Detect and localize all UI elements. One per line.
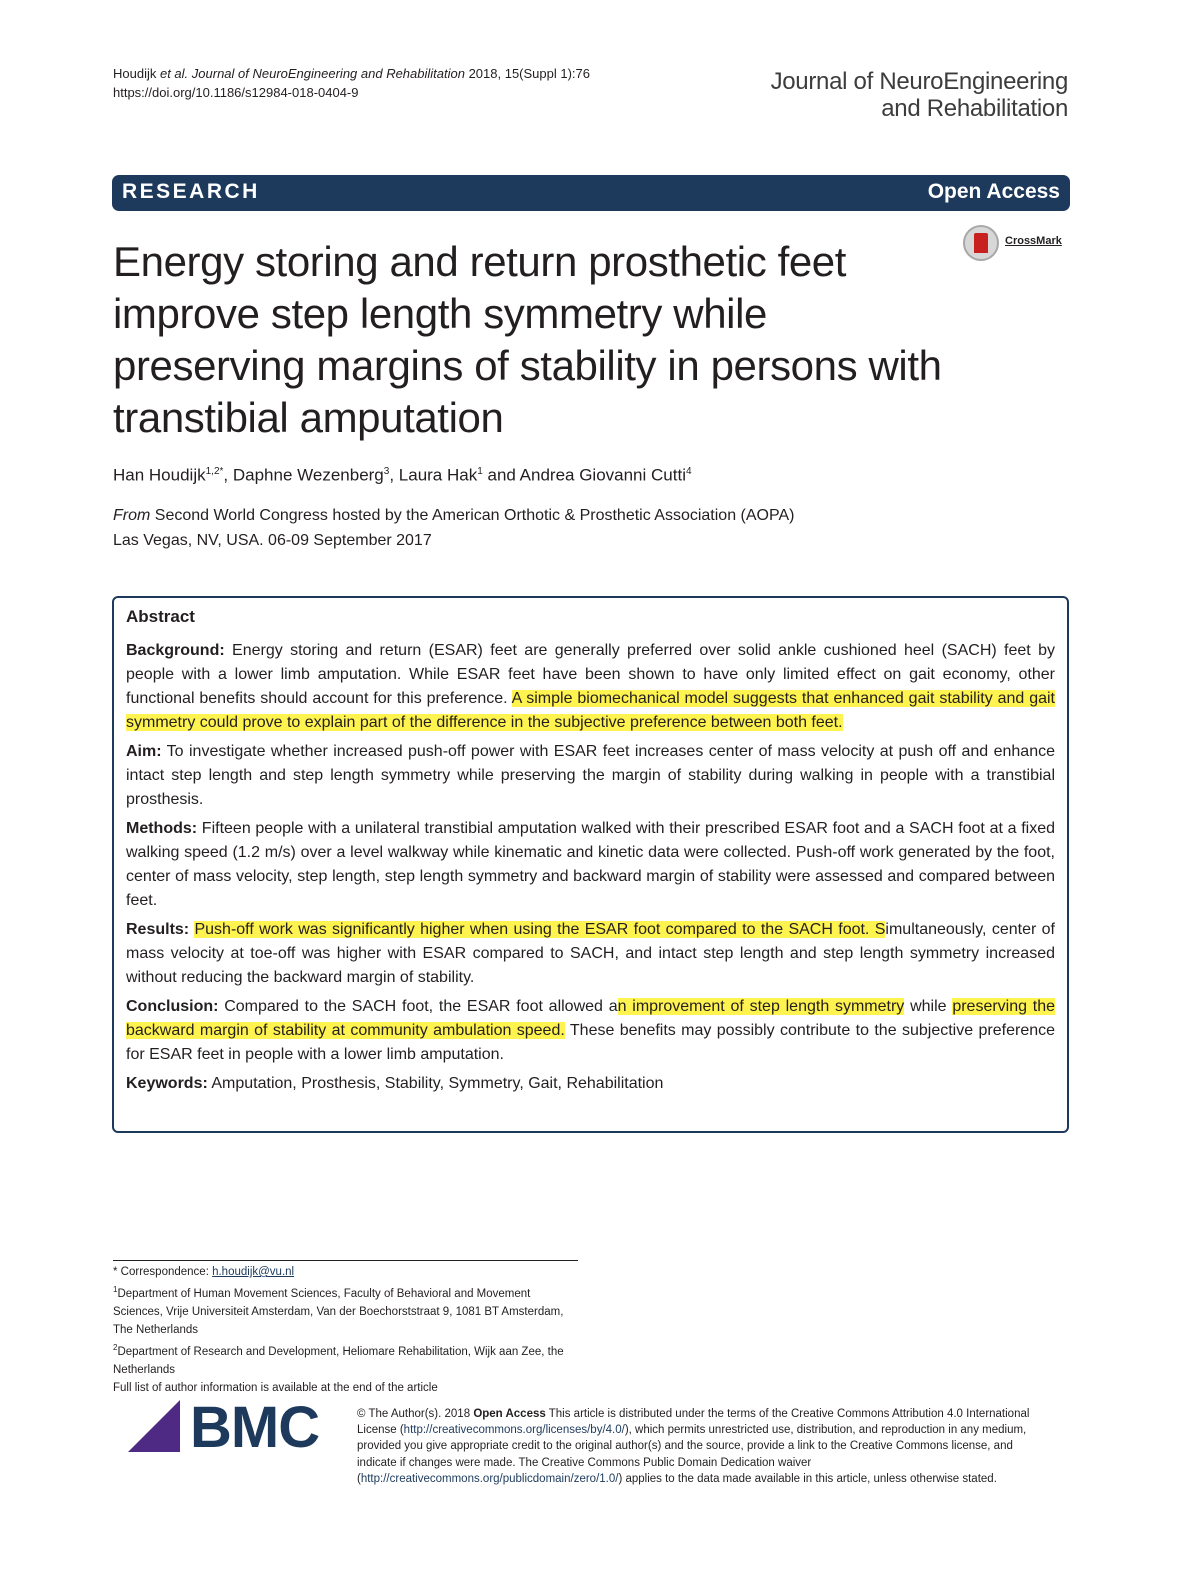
abstract-keywords	[126, 1072, 1055, 1096]
methods-label: Methods:	[126, 820, 198, 837]
highlighted-text: A simple biomechanical model suggests that enhanced gait stability and gait symmetry could prove to explain part of the difference in the subjective preference between both feet.	[126, 690, 1055, 731]
keywords-text: Amputation, Prosthesis, Stability, Symmetry, Gait, Rehabilitation	[207, 1075, 664, 1092]
open-access-bold: Open Access	[473, 1408, 546, 1420]
license-text: ) applies to the data made available in this article, unless otherwise stated.	[618, 1472, 997, 1485]
author-separator: and	[482, 465, 520, 485]
license-text: ), which permits unrestricted use, distribution, and reproduction in any medium, provided you give appropriate credit to the original author(s) and the source, provide a link to the Creative Commons license, and indicate if changes were made. The Creative Commons Public Domain Dedication waiver (	[357, 1424, 1027, 1485]
correspondence	[113, 1263, 583, 1281]
footnote-divider	[113, 1260, 578, 1261]
citation-journal: Journal of NeuroEngineering and Rehabilitation	[191, 66, 465, 81]
background-label: Background:	[126, 642, 225, 659]
aim-label: Aim:	[126, 743, 162, 760]
author-affiliation: 3	[383, 466, 390, 477]
article-type-banner	[112, 175, 1070, 211]
crossmark-badge[interactable]	[963, 225, 1073, 261]
doi-link[interactable]: https://doi.org/10.1186/s12984-018-0404-9	[113, 85, 359, 100]
affiliation-number: 2	[113, 1342, 118, 1352]
highlighted-text: preserving the backward margin of stability at community ambulation speed.	[126, 998, 1056, 1039]
license-text: This article is distributed under the terms of the Creative Commons Attribution 4.0 International License (	[357, 1408, 1030, 1437]
cc-zero-license-link[interactable]: http://creativecommons.org/publicdomain/zero/1.0/	[360, 1472, 619, 1485]
correspondence-email-link[interactable]: h.houdijk@vu.nl	[212, 1266, 295, 1278]
journal-name-line2: and Rehabilitation	[881, 95, 1068, 122]
full-author-info-note: Full list of author information is available at the end of the article	[113, 1381, 438, 1394]
abstract-methods	[126, 817, 1055, 913]
conference-name: Second World Congress hosted by the American Orthotic & Prosthetic Association (AOPA)	[150, 507, 795, 524]
author-name[interactable]: Andrea Giovanni Cutti	[519, 465, 686, 485]
bmc-logo	[128, 1395, 333, 1460]
abstract-conclusion	[126, 995, 1055, 1067]
article-type-label: RESEARCH	[122, 180, 260, 203]
conference-from: From	[113, 507, 151, 524]
author-name[interactable]: Daphne Wezenberg	[232, 465, 384, 485]
author-list	[113, 460, 692, 488]
bmc-logo-text: BMC	[190, 1395, 320, 1460]
highlighted-text: n improvement of step length symmetry	[617, 998, 905, 1015]
abstract-heading: Abstract	[126, 607, 195, 626]
journal-logo-text	[771, 68, 1068, 122]
background-text: Energy storing and return (ESAR) feet are generally preferred over solid ankle cushioned heel (SACH) feet by people with a lower limb amputation. While ESAR feet have been shown to have only limited effect on gait economy, other functional benefits should account for this preference.	[126, 642, 1055, 707]
author-name[interactable]: Han Houdijk	[113, 465, 206, 485]
conclusion-text: Compared to the SACH foot, the ESAR foot allowed a	[218, 998, 618, 1015]
author-affiliation: 1	[477, 466, 483, 477]
citation-header	[113, 64, 590, 102]
aim-text: To investigate whether increased push-off power with ESAR feet increases center of mass velocity at push off and enhance intact step length and step length symmetry while preserving the margin of stability during walking in people with a transtibial prosthesis.	[126, 743, 1055, 808]
journal-name-line1: Journal of NeuroEngineering	[770, 68, 1068, 95]
crossmark-icon	[963, 225, 999, 261]
results-label: Results:	[126, 921, 190, 938]
affiliation-number: 1	[113, 1285, 118, 1294]
affiliation-1	[113, 1281, 583, 1339]
keywords-label: Keywords:	[126, 1075, 208, 1092]
conclusion-text: while	[904, 998, 953, 1015]
open-access-label: Open Access	[927, 180, 1060, 203]
citation-etal: et al.	[159, 66, 189, 81]
license-statement	[357, 1406, 1037, 1487]
cc-by-license-link[interactable]: http://creativecommons.org/licenses/by/4.0/	[403, 1424, 625, 1437]
bmc-logo-icon	[128, 1400, 180, 1452]
results-text: imultaneously, center of mass velocity at toe-off was higher with ESAR compared to SACH, and intact step length and step length symmetry increased without reducing the backward margin of stability.	[126, 921, 1055, 986]
abstract-background	[126, 639, 1055, 735]
abstract-results	[126, 918, 1055, 990]
affiliation-text: Department of Research and Development, Heliomare Rehabilitation, Wijk aan Zee, the Netherlands	[113, 1345, 564, 1376]
citation-volume: 2018, 15(Suppl 1):76	[464, 66, 591, 81]
author-separator: ,	[223, 465, 233, 485]
conference-line1	[113, 503, 794, 528]
conclusion-text: These benefits may possibly contribute to the subjective preference for ESAR feet in people with a lower limb amputation.	[126, 1022, 1056, 1063]
methods-text: Fifteen people with a unilateral transtibial amputation walked with their prescribed ESAR foot and a SACH foot at a fixed walking speed (1.2 m/s) over a level walkway while kinematic and kinetic data were collected. Push-off work generated by the foot, center of mass velocity, step length, step length symmetry and backward margin of stability were assessed and compared between feet.	[126, 820, 1055, 909]
conference-line2: Las Vegas, NV, USA. 06-09 September 2017	[113, 532, 432, 549]
affiliation-2	[113, 1339, 583, 1379]
crossmark-label: CrossMark	[1005, 235, 1062, 247]
author-separator: ,	[389, 465, 399, 485]
footnotes	[113, 1263, 583, 1397]
copyright-text: © The Author(s). 2018	[357, 1408, 474, 1420]
affiliation-text: Department of Human Movement Sciences, Faculty of Behavioral and Movement Sciences, Vrije Universiteit Amsterdam, Van der Boechorststraat 9, 1081 BT Amsterdam, The Netherlands	[113, 1287, 564, 1336]
conclusion-label: Conclusion:	[126, 998, 219, 1015]
citation-authors: Houdijk	[113, 66, 160, 81]
author-affiliation: 4	[685, 466, 692, 477]
abstract-box	[112, 596, 1069, 1133]
correspondence-label: * Correspondence:	[113, 1266, 213, 1278]
citation-line	[113, 64, 590, 83]
author-affiliation: 1,2*	[205, 466, 224, 477]
abstract-aim	[126, 740, 1055, 812]
article-title: Energy storing and return prosthetic feet improve step length symmetry while preserving margins of stability in persons with transtibial amputation	[113, 238, 942, 441]
conference-info	[113, 503, 794, 553]
highlighted-text: Push-off work was significantly higher when using the ESAR foot compared to the SACH foot. S	[194, 921, 886, 938]
author-name[interactable]: Laura Hak	[398, 465, 478, 485]
